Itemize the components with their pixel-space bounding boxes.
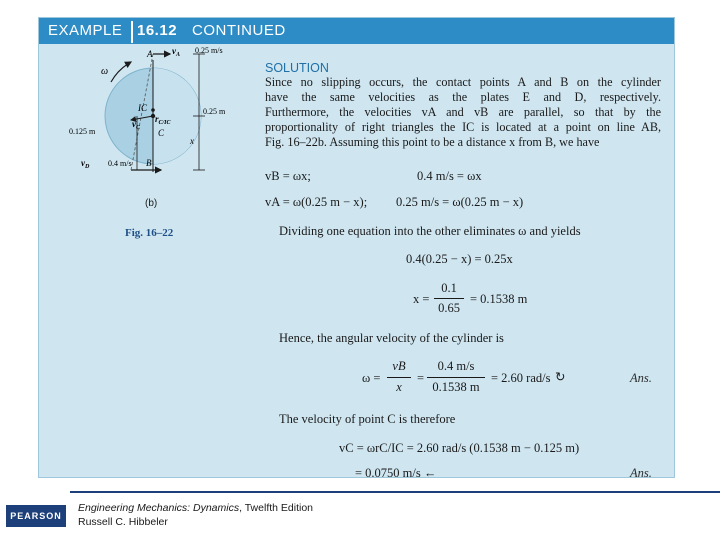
dividing-text: Dividing one equation into the other eliminates ω and yields: [279, 224, 581, 238]
intro-line-2: have the same velocities as the plates E and D, respectively.: [265, 90, 661, 104]
label-ic: IC: [138, 103, 147, 113]
equation-4-numerator: 0.1: [441, 281, 457, 295]
equation-1-left: vB = ωx;: [265, 169, 311, 183]
intro-line-5: Fig. 16–22b. Assuming this point to be a distance x from B, we have: [265, 135, 600, 149]
equation-2-right: 0.25 m/s = ω(0.25 m − x): [396, 195, 524, 209]
label-dim-025: 0.25 m: [203, 107, 226, 116]
label-b: B: [146, 158, 152, 168]
label-dim-0125: 0.125 m: [69, 127, 96, 136]
equation-3: 0.4(0.25 − x) = 0.25x: [406, 252, 513, 266]
label-va: $v_A$: [172, 46, 181, 58]
figure-caption: Fig. 16–22: [125, 227, 174, 239]
intro-line-1: Since no slipping occurs, the contact points A and B on the cylinder: [265, 75, 661, 89]
cylinder-figure: [65, 44, 265, 204]
solution-heading: SOLUTION: [265, 61, 329, 75]
equation-5-f2-numerator: 0.4 m/s: [437, 359, 475, 373]
continued-label: CONTINUED: [192, 22, 286, 39]
example-panel: [38, 17, 675, 478]
answer-label-omega: Ans.: [630, 371, 652, 385]
equation-2-left: vA = ω(0.25 m − x);: [265, 195, 368, 209]
book-title: Engineering Mechanics: Dynamics: [78, 502, 240, 514]
answer-label-vc: Ans.: [630, 466, 652, 480]
label-a: A: [147, 49, 153, 59]
instant-center-point: [151, 108, 155, 112]
equation-5-f2-denominator: 0.1538 m: [432, 380, 480, 394]
equation-7: = 0.0750 m/s ←: [355, 466, 437, 480]
footer-citation: [78, 502, 313, 529]
example-header: [39, 18, 674, 44]
equation-4-fraction-bar: [434, 298, 464, 299]
equation-1-right: 0.4 m/s = ωx: [417, 169, 482, 183]
equation-5-f1-bar: [387, 377, 411, 378]
equation-5-rhs: = 2.60 rad/s: [491, 371, 551, 385]
equation-5-f1-numerator: vB: [392, 359, 406, 373]
equation-5-equals: =: [417, 371, 425, 385]
label-vb-value: 0.4 m/s: [108, 159, 132, 168]
publisher-logo: PEARSON: [6, 505, 66, 527]
equation-4-denominator: 0.65: [438, 301, 460, 315]
equation-5-f1-denominator: x: [396, 380, 402, 394]
example-label: EXAMPLE: [48, 22, 123, 39]
figure-subcaption: (b): [145, 198, 158, 209]
example-number: 16.12: [137, 22, 178, 39]
label-x: x: [190, 136, 194, 146]
equation-4-rhs: = 0.1538 m: [470, 292, 528, 306]
intro-line-3: Furthermore, the velocities vA and vB are parallel, so that by the: [265, 105, 661, 119]
equation-5-lhs: ω =: [362, 371, 381, 385]
label-va-value: 0.25 m/s: [195, 46, 223, 55]
example-content: [39, 44, 674, 480]
clockwise-icon: ↻: [555, 370, 566, 384]
book-edition: , Twelfth Edition: [239, 502, 314, 514]
label-c: C: [158, 128, 165, 138]
label-vc: $v_C$: [132, 119, 141, 131]
label-vd: $v_D$: [81, 158, 90, 170]
header-separator: [131, 21, 133, 43]
equation-4-lhs: x =: [413, 292, 430, 306]
footer-divider: [70, 491, 720, 493]
angular-velocity-text: Hence, the angular velocity of the cylinder is: [279, 331, 504, 345]
equation-5-f2-bar: [427, 377, 485, 378]
velocity-point-c-text: The velocity of point C is therefore: [279, 412, 456, 426]
book-author: Russell C. Hibbeler: [78, 515, 168, 528]
label-omega: ω: [101, 66, 109, 77]
label-rcic: $r_{C/IC}$: [155, 114, 171, 126]
intro-line-4: proportionality of right triangles the IC is located at a point on line AB,: [265, 120, 661, 134]
equation-6: vC = ωrC/IC = 2.60 rad/s (0.1538 m − 0.125 m): [339, 441, 580, 455]
